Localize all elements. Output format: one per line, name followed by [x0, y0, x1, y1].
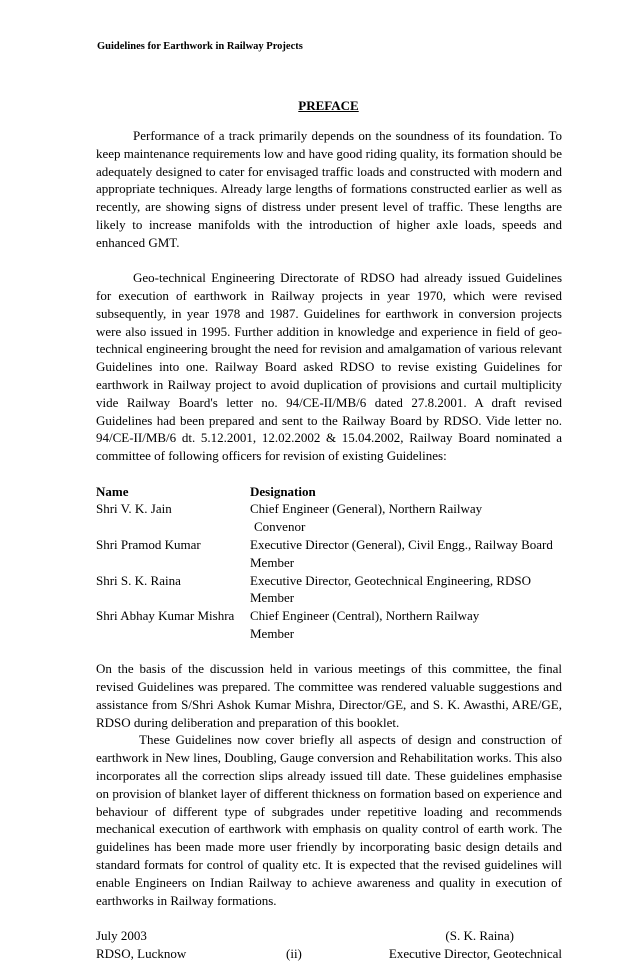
committee-table — [96, 483, 562, 643]
sign-date: July 2003 — [96, 928, 147, 944]
member-role: Member — [250, 554, 295, 570]
paragraph-3: On the basis of the discussion held in various meetings of this committee, the final revised Guidelines was prepared. The committee was rendered valuable suggestions and assistance from S/Shri Ashok Kumar Mishra, Director/GE, and S. K. Awasthi, ARE/GE, RDSO during deliberation and preparation of this booklet. — [96, 661, 562, 730]
sign-place: RDSO, Lucknow — [96, 945, 187, 961]
page-title — [0, 98, 638, 114]
member-designation: Executive Director, Geotechnical Engineering, RDSO — [250, 572, 532, 588]
paragraph-4: These Guidelines now cover briefly all aspects of design and construction of earthwork in New lines, Doubling, Gauge conversion and Rehabilitation works. This also incorporates all the correction slips already issued till date. These guidelines emphasise on provision of blanket layer of different thickness on formation based on experience and behaviour of different type of subgrades under repetitive loading and recommends mechanical execution of earthwork with emphasis on quality control of earth work. The guidelines has been made more user friendly by incorporating basic design details and standard formats for control of quality etc. It is expected that the revised guidelines will enable Engineers on Indian Railway to achieve awareness and quality in execution of earthworks in Railway formations. — [96, 732, 562, 908]
member-role: Convenor — [254, 519, 306, 535]
signatory-name: (S. K. Raina) — [445, 928, 514, 944]
running-header: Guidelines for Earthwork in Railway Projects — [97, 41, 303, 52]
member-designation: Chief Engineer (Central), Northern Railway — [250, 608, 480, 624]
preface-heading: PREFACE — [298, 98, 359, 113]
signature-block — [96, 927, 562, 963]
page-number: (ii) — [286, 945, 302, 961]
column-header-designation: Designation — [250, 483, 316, 499]
member-name: Shri Abhay Kumar Mishra — [96, 608, 235, 624]
paragraph-1: Performance of a track primarily depends on the soundness of its foundation. To keep maintenance requirements low and have good riding quality, its formation should be adequately designed to cater for envisaged traffic loads and constructed with modern and appropriate techniques. Already large lengths of formations constructed earlier as well as recently, are showing signs of distress under present level of traffic. These lengths are likely to increase manifolds with the introduction of higher axle loads, speeds and enhanced GMT. — [96, 128, 562, 250]
member-designation: Chief Engineer (General), Northern Railway — [250, 501, 483, 517]
member-name: Shri S. K. Raina — [96, 572, 181, 588]
column-header-name: Name — [96, 483, 129, 499]
member-role: Member — [250, 590, 295, 606]
member-designation: Executive Director (General), Civil Engg., Railway Board — [250, 536, 553, 552]
paragraph-2: Geo-technical Engineering Directorate of RDSO had already issued Guidelines for execution of earthwork in Railway projects in year 1970, which were revised subsequently, in year 1978 and 1987. Guidelines for earthwork in conversion projects were also issued in 1995. Further addition in knowledge and experience in field of geo-technical engineering brought the need for revision and amalgamation of various relevant Guidelines into one. Railway Board asked RDSO to revise existing Guidelines for earthwork in Railway project to avoid duplication of provisions and curtail multiplicity vide Railway Board's letter no. 94/CE-II/MB/6 dated 27.8.2001. A draft revised Guidelines had been prepared and sent to the Railway Board by RDSO. Vide letter no. 94/CE-II/MB/6 dt. 5.12.2001, 12.02.2002 & 15.04.2002, Railway Board nominated a committee of following officers for revision of existing Guidelines: — [96, 270, 562, 464]
signatory-title: Executive Director, Geotechnical — [388, 945, 562, 961]
member-name: Shri Pramod Kumar — [96, 536, 201, 552]
body-text — [96, 127, 562, 963]
member-name: Shri V. K. Jain — [96, 501, 172, 517]
member-role: Member — [250, 625, 295, 641]
